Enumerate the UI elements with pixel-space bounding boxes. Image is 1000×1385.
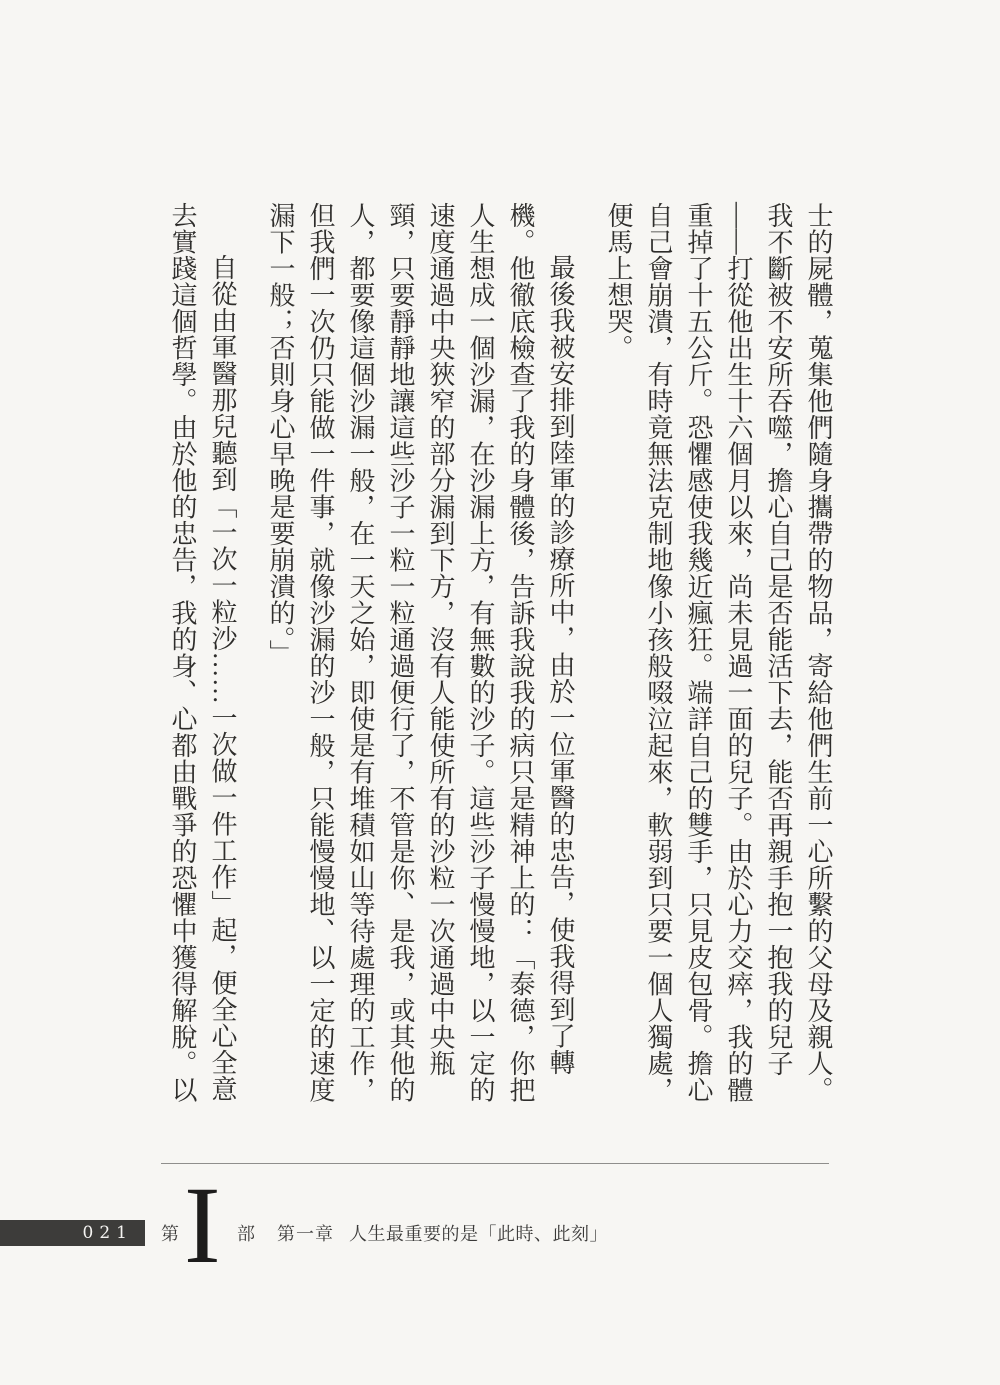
chapter-label: 第一章 bbox=[277, 1224, 334, 1244]
page-number: 021 bbox=[82, 1223, 133, 1243]
part-prefix: 第 bbox=[161, 1224, 179, 1244]
part-suffix: 部 bbox=[237, 1224, 255, 1244]
page-number-bar bbox=[0, 1220, 145, 1246]
paragraph: 最後我被安排到陸軍的診療所中，由於一位軍醫的忠告，使我得到了轉機。他徹底檢查了我的身體後，告訴我說我的病只是精神上的：「泰德，你把人生想成一個沙漏，在沙漏上方，有無數的沙子。這些沙子慢慢地，以一定的速度通過中央狹窄的部分漏到下方，沒有人能使所有的沙粒一次通過中央瓶頸，只要靜靜地讓這些沙子一粒一粒通過便行了，不管是你、是我，或其他的人，都要像這個沙漏一般，在一天之始，即使是有堆積如山等待處理的工作，但我們一次仍只能做一件事，就像沙漏的沙一般，只能慢慢地、以一定的速度漏下一般；否則身心早晚是要崩潰的。」 bbox=[266, 202, 575, 1103]
body-text bbox=[162, 202, 838, 1127]
footer-divider bbox=[161, 1163, 829, 1164]
paragraph: 士的屍體，蒐集他們隨身攜帶的物品，寄給他們生前一心所繫的父母及親人。我不斷被不安所吞噬，擔心自己是否能活下去，能否再親手抱一抱我的兒子——打從他出生十六個月以來，尚未見過一面的兒子。由於心力交瘁，我的體重掉了十五公斤。恐懼感使我幾近瘋狂。端詳自己的雙手，只見皮包骨。擔心自己會崩潰，有時竟無法克制地像小孩般啜泣起來，軟弱到只要一個人獨處，便馬上想哭。 bbox=[604, 202, 833, 1103]
chapter-title: 人生最重要的是「此時、此刻」 bbox=[349, 1224, 608, 1244]
paragraph: 自從由軍醫那兒聽到「一次一粒沙……一次做一件工作」起，便全心全意去實踐這個哲學。由於他的忠告，我的身、心都由戰爭的恐懼中獲得解脫。以 bbox=[168, 202, 237, 1103]
part-numeral: I bbox=[184, 1164, 221, 1286]
